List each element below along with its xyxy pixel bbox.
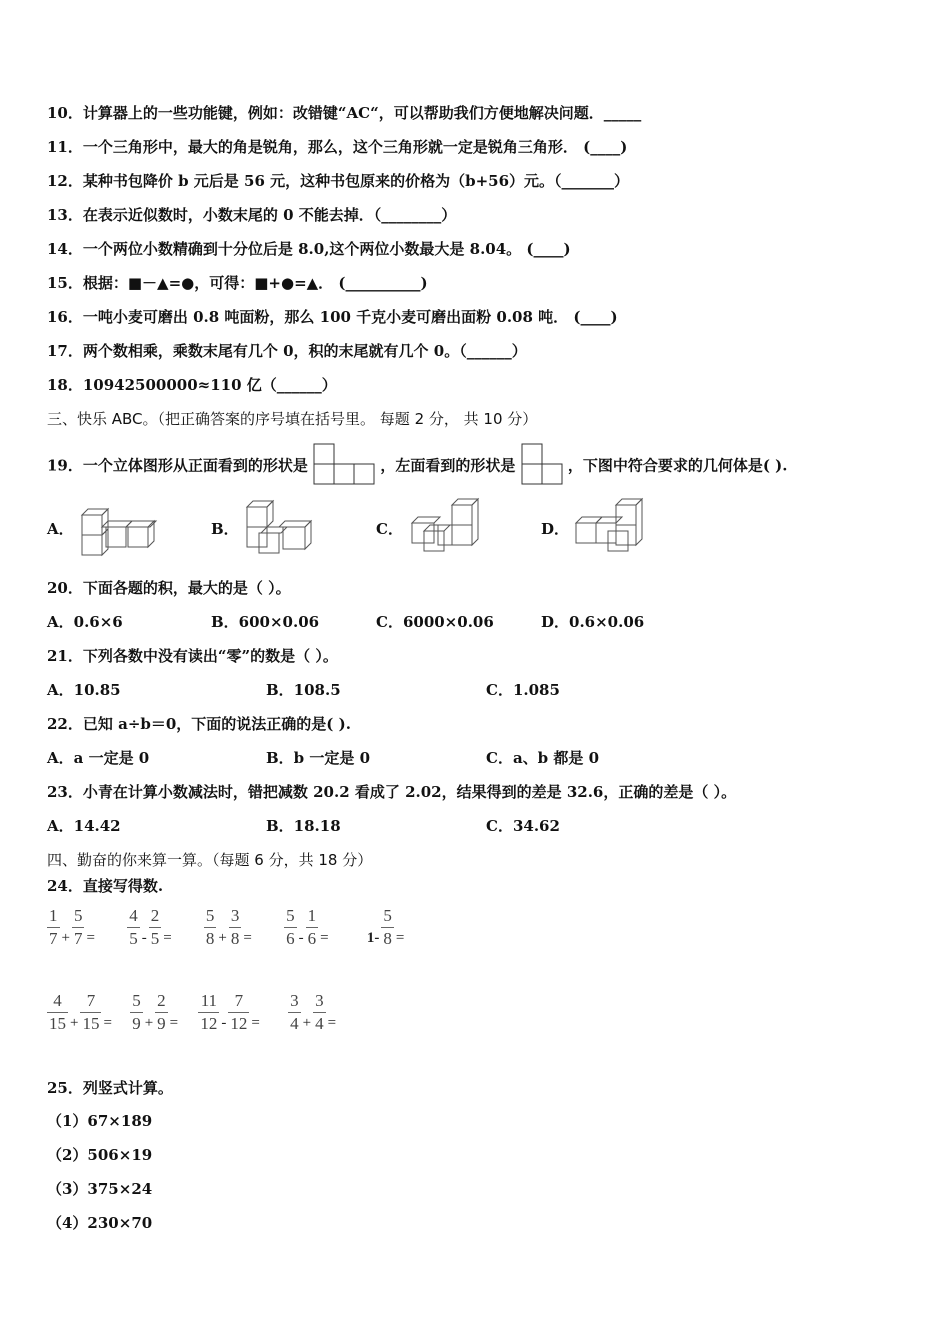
q19-option-b-label: B． xyxy=(211,520,239,538)
q25-item-3: （3）375×24 xyxy=(47,1180,153,1198)
q24-expr-2: $\frac{4}{5}$ - $\frac{2}{5}$ = xyxy=(129,906,172,948)
q19-part2: ，左面看到的形状是 xyxy=(380,456,516,475)
q24-row-1 xyxy=(45,905,430,950)
fraction: $\frac{5}{8}$ xyxy=(383,906,392,948)
q24-expr-4: $\frac{5}{6}$ - $\frac{1}{6}$ = xyxy=(286,906,329,948)
q20-option-d[interactable]: D．0.6×0.06 xyxy=(541,613,645,631)
section-3-heading: 三、快乐 ABC。（把正确答案的序号填在括号里。 每题 2 分， 共 10 分） xyxy=(47,410,538,428)
q22-option-a[interactable]: A．a 一定是 0 xyxy=(47,749,150,767)
q24-expr-9: $\frac{3}{4}$ + $\frac{3}{4}$ = xyxy=(290,991,337,1033)
fraction: $\frac{7}{12}$ xyxy=(230,991,248,1033)
question-17: 17．两个数相乘，乘数末尾有几个 0，积的末尾就有几个 0。（______） xyxy=(47,342,527,360)
q24-expr-6: $\frac{4}{15}$ + $\frac{7}{15}$ = xyxy=(49,991,112,1033)
q19-option-d-label: D． xyxy=(541,520,570,538)
q19-option-a-label: A． xyxy=(47,520,74,538)
q21-option-b[interactable]: B．108.5 xyxy=(266,681,341,699)
fraction: $\frac{4}{15}$ xyxy=(49,991,66,1033)
fraction: $\frac{3}{4}$ xyxy=(315,991,324,1033)
question-22: 22．已知 a÷b＝0，下面的说法正确的是( ). xyxy=(47,715,351,733)
question-18: 18．10942500000≈110 亿（______） xyxy=(47,376,337,394)
fraction: $\frac{1}{7}$ xyxy=(49,906,58,948)
q24-row-2 xyxy=(45,990,362,1035)
left-view-figure xyxy=(521,443,563,490)
q21-option-c[interactable]: C．1.085 xyxy=(486,681,560,699)
question-15: 15．根据：■－▲=●，可得：■+●=▲． (__________) xyxy=(47,274,428,292)
q20-option-c[interactable]: C．6000×0.06 xyxy=(376,613,494,631)
q20-option-a[interactable]: A．0.6×6 xyxy=(47,613,123,631)
fraction: $\frac{5}{7}$ xyxy=(73,906,83,948)
q19-option-c-label: C． xyxy=(376,520,403,538)
q25-item-2: （2）506×19 xyxy=(47,1146,153,1164)
fraction: $\frac{7}{15}$ xyxy=(82,991,100,1033)
option-b-cubes xyxy=(243,497,319,559)
question-20: 20．下面各题的积，最大的是（ ）。 xyxy=(47,579,291,597)
q24-expr-8: $\frac{11}{12}$ - $\frac{7}{12}$ = xyxy=(200,991,260,1033)
fraction: $\frac{5}{9}$ xyxy=(132,991,141,1033)
question-16: 16．一吨小麦可磨出 0.8 吨面粉，那么 100 千克小麦可磨出面粉 0.08 吨． (____) xyxy=(47,308,618,326)
q24-expr-5: 1- $\frac{5}{8}$ = xyxy=(366,906,405,948)
fraction: $\frac{5}{8}$ xyxy=(205,906,215,948)
q24-expr-3: $\frac{5}{8}$ + $\frac{3}{8}$ = xyxy=(205,906,252,948)
q21-option-a[interactable]: A．10.85 xyxy=(47,681,121,699)
q19-part1: 19．一个立体图形从正面看到的形状是 xyxy=(47,456,308,475)
q23-option-a[interactable]: A．14.42 xyxy=(47,817,121,835)
fraction: $\frac{3}{4}$ xyxy=(290,991,299,1033)
question-11: 11．一个三角形中，最大的角是锐角，那么，这个三角形就一定是锐角三角形． (____) xyxy=(47,138,628,156)
question-19 xyxy=(47,443,787,490)
fraction: $\frac{2}{5}$ xyxy=(150,906,160,948)
q25-item-4: （4）230×70 xyxy=(47,1214,153,1232)
q23-option-c[interactable]: C．34.62 xyxy=(486,817,560,835)
front-view-figure xyxy=(313,443,375,490)
fraction: $\frac{4}{5}$ xyxy=(129,906,138,948)
q20-option-b[interactable]: B．600×0.06 xyxy=(211,613,320,631)
question-21: 21．下列各数中没有读出“零”的数是（ ）。 xyxy=(47,647,338,665)
question-23: 23．小青在计算小数减法时，错把减数 20.2 看成了 2.02，结果得到的差是 32.6，正确的差是（ ）。 xyxy=(47,783,737,801)
fraction: $\frac{1}{6}$ xyxy=(307,906,317,948)
option-d-cubes xyxy=(572,497,648,559)
question-12: 12．某种书包降价 b 元后是 56 元，这种书包原来的价格为（b+56）元。（_______） xyxy=(47,172,630,190)
q22-option-b[interactable]: B．b 一定是 0 xyxy=(266,749,371,767)
q23-option-b[interactable]: B．18.18 xyxy=(266,817,341,835)
section-4-heading: 四、勤奋的你来算一算。（每题 6 分，共 18 分） xyxy=(47,851,373,869)
fraction: $\frac{2}{9}$ xyxy=(157,991,166,1033)
question-14: 14．一个两位小数精确到十分位后是 8.0,这个两位小数最大是 8.04。 (____) xyxy=(47,240,571,258)
fraction: $\frac{3}{8}$ xyxy=(230,906,240,948)
question-25: 25．列竖式计算。 xyxy=(47,1079,173,1097)
question-24: 24．直接写得数. xyxy=(47,877,164,895)
q24-expr-1: $\frac{1}{7}$ + $\frac{5}{7}$ = xyxy=(49,906,95,948)
option-c-cubes xyxy=(408,497,484,559)
q22-option-c[interactable]: C．a、b 都是 0 xyxy=(486,749,600,767)
fraction: $\frac{11}{12}$ xyxy=(200,991,218,1033)
fraction: $\frac{5}{6}$ xyxy=(286,906,295,948)
q19-part3: ，下图中符合要求的几何体是( ). xyxy=(567,456,788,475)
q24-expr-7: $\frac{5}{9}$ + $\frac{2}{9}$ = xyxy=(132,991,179,1033)
question-13: 13．在表示近似数时，小数末尾的 0 不能去掉．（________） xyxy=(47,206,457,224)
question-10: 10．计算器上的一些功能键，例如：改错键“AC“，可以帮助我们方便地解决问题．_____ xyxy=(47,104,642,122)
q25-item-1: （1）67×189 xyxy=(47,1112,153,1130)
option-a-cubes xyxy=(78,505,160,559)
